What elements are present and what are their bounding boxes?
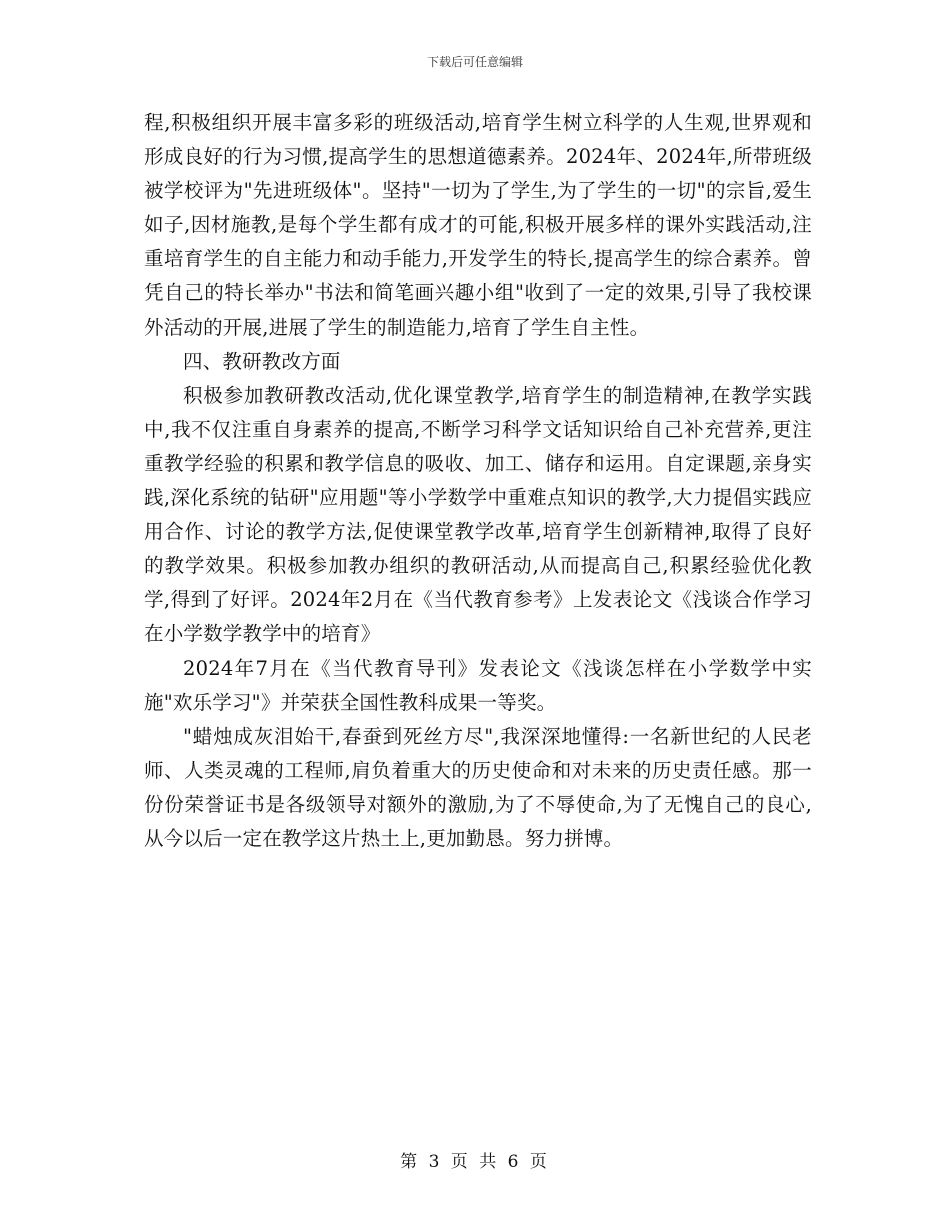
page-number: 第 3 页 共 6 页 <box>400 1152 550 1172</box>
paragraph-publication: 2024年7月在《当代教育导刊》发表论文《浅谈怎样在小学数学中实施"欢乐学习"》并荣获全国性教科成果一等奖。 <box>144 656 812 714</box>
paragraph-closing: "蜡烛成灰泪始干,春蚕到死丝方尽",我深深地懂得:一名新世纪的人民老师、人类灵魂的工程师,肩负着重大的历史使命和对未来的历史责任感。那一份份荣誉证书是各级领导对额外的激励,为了不辱使命,为了无愧自己的良心,从今以后一定在教学这片热土上,更加勤恳。努力拼博。 <box>144 724 812 850</box>
page-header-note: 下载后可任意编辑 <box>426 55 523 69</box>
paragraph-class-activities: 程,积极组织开展丰富多彩的班级活动,培育学生树立科学的人生观,世界观和形成良好的行为习惯,提高学生的思想道德素养。2024年、2024年,所带班级被学校评为"先进班级体"。坚持"一切为了学生,为了学生的一切"的宗旨,爱生如子,因材施教,是每个学生都有成才的可能,积极开展多样的课外实践活动,注重培育学生的自主能力和动手能力,开发学生的特长,提高学生的综合素养。曾凭自己的特长举办"书法和简笔画兴趣小组"收到了一定的效果,引导了我校课外活动的开展,进展了学生的制造能力,培育了学生自主性。 <box>144 111 812 339</box>
document-body <box>144 106 812 856</box>
paragraph-teaching-research: 积极参加教研教改活动,优化课堂教学,培育学生的制造精神,在教学实践中,我不仅注重自身素养的提高,不断学习科学文话知识给自己补充营养,更注重教学经验的积累和教学信息的吸收、加工、储存和运用。自定课题,亲身实践,深化系统的钻研"应用题"等小学数学中重难点知识的教学,大力提倡实践应用合作、讨论的教学方法,促使课堂教学改革,培育学生创新精神,取得了良好的教学效果。积极参加教办组织的教研活动,从而提高自己,积累经验优化教学,得到了好评。2024年2月在《当代教育参考》上发表论文《浅谈合作学习在小学数学教学中的培育》 <box>144 383 812 646</box>
section-heading-teaching-research: 四、教研教改方面 <box>183 349 341 373</box>
